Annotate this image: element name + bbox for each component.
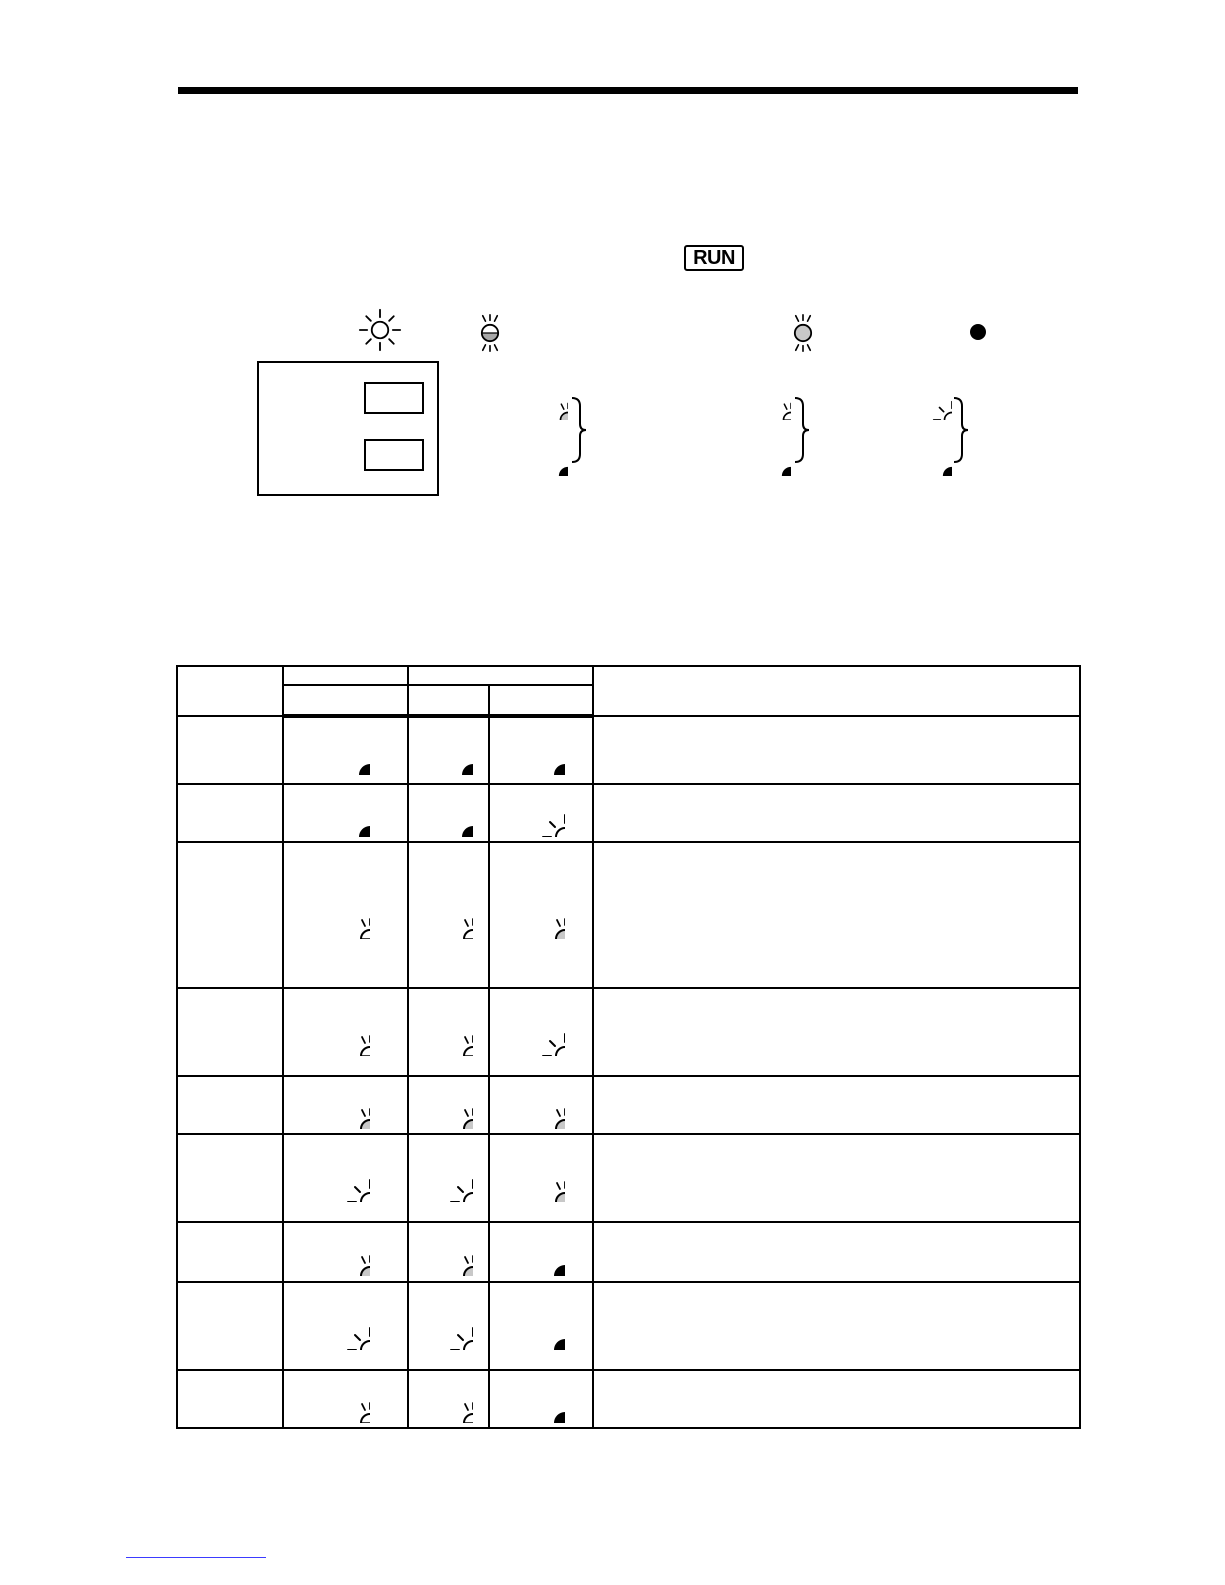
row-description-cell — [593, 1076, 1080, 1134]
led-flashing-half-icon — [322, 1375, 370, 1423]
led-state-cell — [489, 1370, 593, 1428]
row-condition-cell — [177, 988, 283, 1076]
led-flashing-shaded-icon — [425, 1228, 473, 1276]
led-flashing-shaded-icon — [425, 1081, 473, 1129]
led-state-cell — [408, 1076, 489, 1134]
led-off-icon — [425, 789, 473, 837]
row-condition-cell — [177, 1222, 283, 1282]
row-description-cell — [593, 1370, 1080, 1428]
led-on-icon — [517, 1008, 565, 1056]
led-state-cell — [489, 784, 593, 842]
led-state-cell — [489, 1222, 593, 1282]
table-row — [177, 842, 1080, 988]
led-state-cell — [408, 716, 489, 784]
row-description-cell — [593, 1222, 1080, 1282]
led-state-cell — [489, 988, 593, 1076]
led-on-icon — [517, 789, 565, 837]
led-state-cell — [489, 1134, 593, 1222]
led-off-icon — [322, 789, 370, 837]
table-row — [177, 1282, 1080, 1370]
row-description-cell — [593, 1134, 1080, 1222]
row-condition-cell — [177, 1076, 283, 1134]
led-off-icon — [425, 727, 473, 775]
footer-link-underline[interactable] — [126, 1557, 266, 1558]
led-flashing-shaded-icon — [517, 1154, 565, 1202]
header-col-bc — [408, 666, 593, 685]
led-flashing-half-icon — [322, 891, 370, 939]
run-button-label: RUN — [693, 246, 735, 269]
led-flashing-shaded-icon — [322, 1081, 370, 1129]
row-description-cell — [593, 1282, 1080, 1370]
brace-lines — [0, 0, 1225, 560]
led-flashing-shaded-icon — [517, 891, 565, 939]
led-on-icon — [322, 1302, 370, 1350]
header-col-a — [283, 666, 408, 685]
subheader-c — [489, 685, 593, 716]
table-row — [177, 1370, 1080, 1428]
led-state-cell — [408, 1134, 489, 1222]
subheader-b — [408, 685, 489, 716]
led-on-icon — [425, 1302, 473, 1350]
led-flashing-shaded-icon — [322, 1228, 370, 1276]
led-state-cell — [283, 1076, 408, 1134]
row-description-cell — [593, 784, 1080, 842]
led-state-cell — [283, 988, 408, 1076]
led-state-cell — [408, 842, 489, 988]
row-condition-cell — [177, 784, 283, 842]
led-state-cell — [408, 784, 489, 842]
led-flashing-half-icon — [425, 1008, 473, 1056]
row-description-cell — [593, 716, 1080, 784]
row-description-cell — [593, 842, 1080, 988]
led-state-cell — [408, 988, 489, 1076]
table-row — [177, 988, 1080, 1076]
led-on-icon — [425, 1154, 473, 1202]
led-state-cell — [283, 716, 408, 784]
led-state-cell — [489, 1282, 593, 1370]
row-condition-cell — [177, 1134, 283, 1222]
led-off-icon — [517, 1228, 565, 1276]
table-row — [177, 1222, 1080, 1282]
row-condition-cell — [177, 716, 283, 784]
led-off-icon — [322, 727, 370, 775]
header-condition — [177, 666, 283, 716]
row-description-cell — [593, 988, 1080, 1076]
led-state-cell — [489, 716, 593, 784]
led-on-icon — [322, 1154, 370, 1202]
table-row — [177, 1134, 1080, 1222]
led-state-cell — [283, 842, 408, 988]
led-state-cell — [408, 1370, 489, 1428]
led-flashing-half-icon — [425, 1375, 473, 1423]
led-state-cell — [408, 1222, 489, 1282]
led-state-cell — [408, 1282, 489, 1370]
led-off-icon — [517, 1375, 565, 1423]
led-state-cell — [489, 842, 593, 988]
table-row — [177, 1076, 1080, 1134]
led-state-cell — [283, 1282, 408, 1370]
led-state-cell — [283, 1222, 408, 1282]
subheader-a — [283, 685, 408, 716]
led-flashing-half-icon — [425, 891, 473, 939]
led-flashing-shaded-icon — [517, 1081, 565, 1129]
led-state-cell — [489, 1076, 593, 1134]
table-row — [177, 784, 1080, 842]
led-state-cell — [283, 1370, 408, 1428]
led-flashing-half-icon — [322, 1008, 370, 1056]
row-condition-cell — [177, 842, 283, 988]
row-condition-cell — [177, 1370, 283, 1428]
led-off-icon — [517, 727, 565, 775]
led-off-icon — [517, 1302, 565, 1350]
header-description — [593, 666, 1080, 716]
led-state-cell — [283, 784, 408, 842]
led-state-cell — [283, 1134, 408, 1222]
table-row — [177, 716, 1080, 784]
led-state-table — [176, 665, 1081, 1429]
row-condition-cell — [177, 1282, 283, 1370]
